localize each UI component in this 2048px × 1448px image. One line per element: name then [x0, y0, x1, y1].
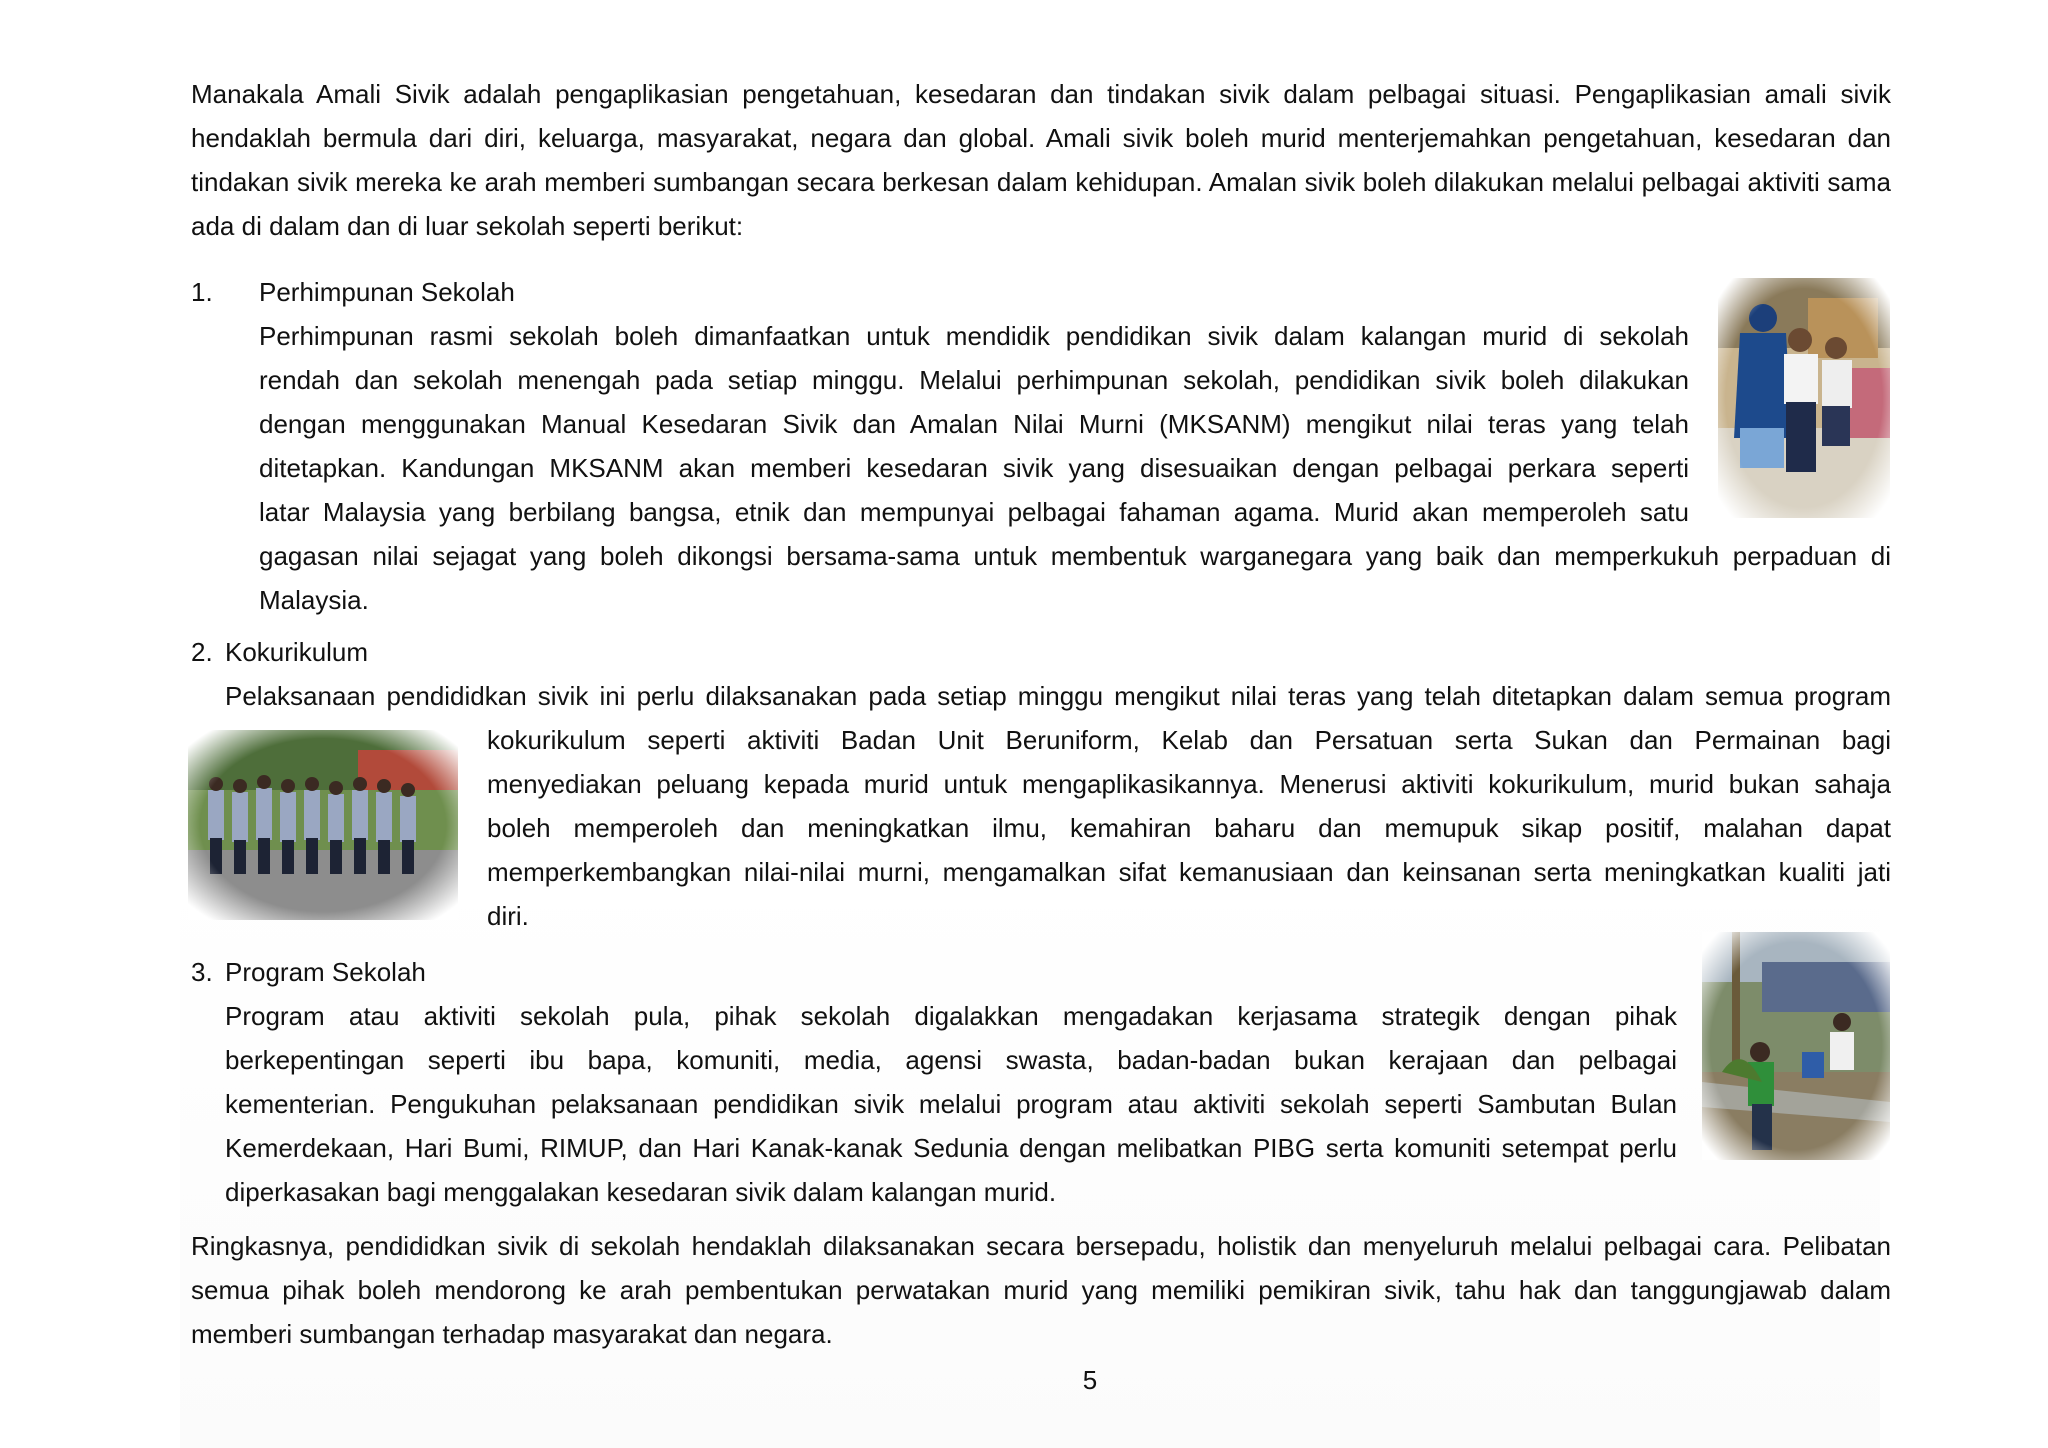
item3-line: berkepentingan seperti ibu bapa, komuniti, media, agensi swasta, badan-badan bukan kerajaan dan pelbagai — [225, 1045, 1677, 1075]
conclusion-paragraph: Ringkasnya, pendididkan sivik di sekolah hendaklah dilaksanakan secara bersepadu, holistik dan menyeluruh melalui pelbagai cara. Pelibatan semua pihak boleh mendorong ke arah pembentukan perwatakan murid yang memiliki pemikiran sivik, tahu hak dan tanggungjawab dalam memberi sumbangan terhadap masyarakat dan negara. — [191, 1231, 1891, 1349]
item2-heading: Kokurikulum — [225, 637, 369, 667]
item2-line: boleh memperoleh dan meningkatkan ilmu, kemahiran baharu dan memupuk sikap positif, malahan dapat — [487, 813, 1891, 843]
item3-line: kementerian. Pengukuhan pelaksanaan pendidikan sivik melalui program atau aktiviti sekolah seperti Sambutan Bulan — [225, 1089, 1677, 1119]
uniformed-students-photo — [188, 730, 458, 920]
item3-heading: Program Sekolah — [225, 957, 426, 987]
item3-line: diperkasakan bagi menggalakan kesedaran sivik dalam kalangan murid. — [225, 1177, 1057, 1207]
item1-line: Malaysia. — [259, 585, 369, 615]
item3-line: Program atau aktiviti sekolah pula, pihak sekolah digalakkan mengadakan kerjasama strategik dengan pihak — [225, 1001, 1677, 1031]
item1-line: rendah dan sekolah menengah pada setiap minggu. Melalui perhimpunan sekolah, pendidikan sivik boleh dilakukan — [259, 365, 1689, 395]
page-number: 5 — [1082, 1365, 1098, 1395]
item3-line: Kemerdekaan, Hari Bumi, RIMUP, dan Hari Kanak-kanak Sedunia dengan melibatkan PIBG serta komuniti setempat perlu — [225, 1133, 1677, 1163]
item1-number: 1. — [191, 277, 213, 307]
item3-number: 3. — [191, 957, 213, 987]
item1-line: dengan menggunakan Manual Kesedaran Sivik dan Amalan Nilai Murni (MKSANM) mengikut nilai teras yang telah — [259, 409, 1689, 439]
item1-line: latar Malaysia yang berbilang bangsa, etnik dan mempunyai pelbagai fahaman agama. Murid akan memperoleh satu — [259, 497, 1689, 527]
intro-paragraph: Manakala Amali Sivik adalah pengaplikasian pengetahuan, kesedaran dan tindakan sivik dalam pelbagai situasi. Pengaplikasian amali sivik hendaklah bermula dari diri, keluarga, masyarakat, negara dan global. Amali sivik boleh murid menterjemahkan pengetahuan, kesedaran dan tindakan sivik mereka ke arah memberi sumbangan secara berkesan dalam kehidupan. Amalan sivik boleh dilakukan melalui pelbagai aktiviti sama ada di dalam dan di luar sekolah seperti berikut: — [191, 79, 1891, 241]
item1-line: ditetapkan. Kandungan MKSANM akan memberi kesedaran sivik yang disesuaikan dengan pelbagai perkara seperti — [259, 453, 1689, 483]
item2-line: menyediakan peluang kepada murid untuk mengaplikasikannya. Menerusi aktiviti kokurikulum, murid bukan sahaja — [487, 769, 1891, 799]
assembly-students-photo — [1718, 278, 1890, 518]
item2-line: Pelaksanaan pendididkan sivik ini perlu dilaksanakan pada setiap minggu mengikut nilai teras yang telah ditetapkan dalam semua program — [225, 681, 1891, 711]
school-program-photo — [1702, 932, 1890, 1160]
item1-heading: Perhimpunan Sekolah — [259, 277, 515, 307]
item1-line: gagasan nilai sejagat yang boleh dikongsi bersama-sama untuk membentuk warganegara yang baik dan memperkukuh perpaduan di — [259, 541, 1891, 571]
item2-line: kokurikulum seperti aktiviti Badan Unit Beruniform, Kelab dan Persatuan serta Sukan dan Permainan bagi — [487, 725, 1891, 755]
item2-line: diri. — [487, 901, 529, 931]
item1-line: Perhimpunan rasmi sekolah boleh dimanfaatkan untuk mendidik pendidikan sivik dalam kalangan murid di sekolah — [259, 321, 1689, 351]
item2-line: memperkembangkan nilai-nilai murni, mengamalkan sifat kemanusiaan dan keinsanan serta meningkatkan kualiti jati — [487, 857, 1891, 887]
item2-number: 2. — [191, 637, 213, 667]
